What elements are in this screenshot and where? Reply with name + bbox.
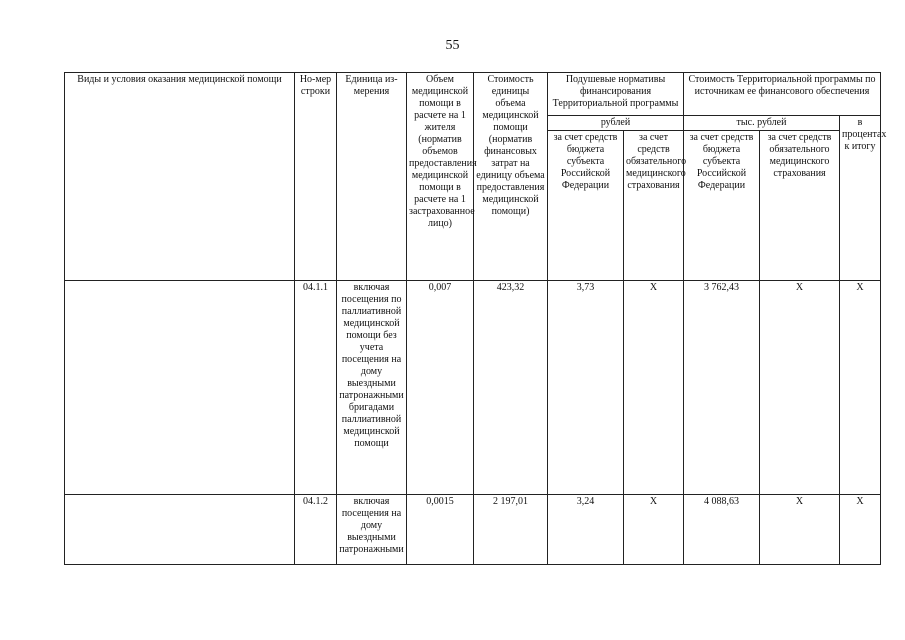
header-volume: Объем медицинской помощи в расчете на 1 жителя (норматив объемов предоставления медицинской помощи в расчете на 1 застрахованное лицо) [407,73,474,281]
cell-total-oms: Х [760,281,840,495]
cell-total-percent: Х [840,281,881,495]
table-row [65,495,881,565]
header-sub-percent: в процентах к итогу [840,116,881,281]
cell-cost: 2 197,01 [474,495,548,565]
cell-row-no: 04.1.1 [295,281,337,495]
header-sub-budget-2: за счет средств бюджета субъекта Российской Федерации [684,131,760,281]
header-total: Стоимость Территориальной программы по источникам ее финансового обеспечения [684,73,881,116]
cell-total-budget: 4 088,63 [684,495,760,565]
cell-volume: 0,0015 [407,495,474,565]
cell-volume: 0,007 [407,281,474,495]
cell-row-no: 04.1.2 [295,495,337,565]
cell-percapita-oms: Х [624,495,684,565]
header-sub-budget: за счет средств бюджета субъекта Российской Федерации [548,131,624,281]
cell-unit: включая посещения по паллиативной медицинской помощи без учета посещения на дому выездными патронажными бригадами паллиативной медицинской помощи [337,281,407,495]
page-number: 55 [445,38,460,53]
cell-percapita-oms: Х [624,281,684,495]
cell-unit: включая посещения на дому выездными патронажными [337,495,407,565]
cell-type [65,281,295,495]
header-unit-thousand-rub: тыс. рублей [684,116,840,131]
header-percapita: Подушевые нормативы финансирования Территориальной программы [548,73,684,116]
header-sub-oms: за счет средств обязательного медицинского страхования [624,131,684,281]
cell-cost: 423,32 [474,281,548,495]
cell-type [65,495,295,565]
table-row [65,281,881,495]
cell-total-percent: Х [840,495,881,565]
header-unit: Единица из-мерения [337,73,407,281]
cell-percapita-budget: 3,24 [548,495,624,565]
header-sub-oms-2: за счет средств обязательного медицинского страхования [760,131,840,281]
header-cost: Стоимость единицы объема медицинской помощи (норматив финансовых затрат на единицу объема предоставления медицинской помощи) [474,73,548,281]
header-unit-rub: рублей [548,116,684,131]
cell-percapita-budget: 3,73 [548,281,624,495]
cell-total-oms: Х [760,495,840,565]
cell-total-budget: 3 762,43 [684,281,760,495]
header-row-no: Но-мер строки [295,73,337,281]
financing-table [64,72,887,565]
header-type: Виды и условия оказания медицинской помощи [65,73,295,281]
